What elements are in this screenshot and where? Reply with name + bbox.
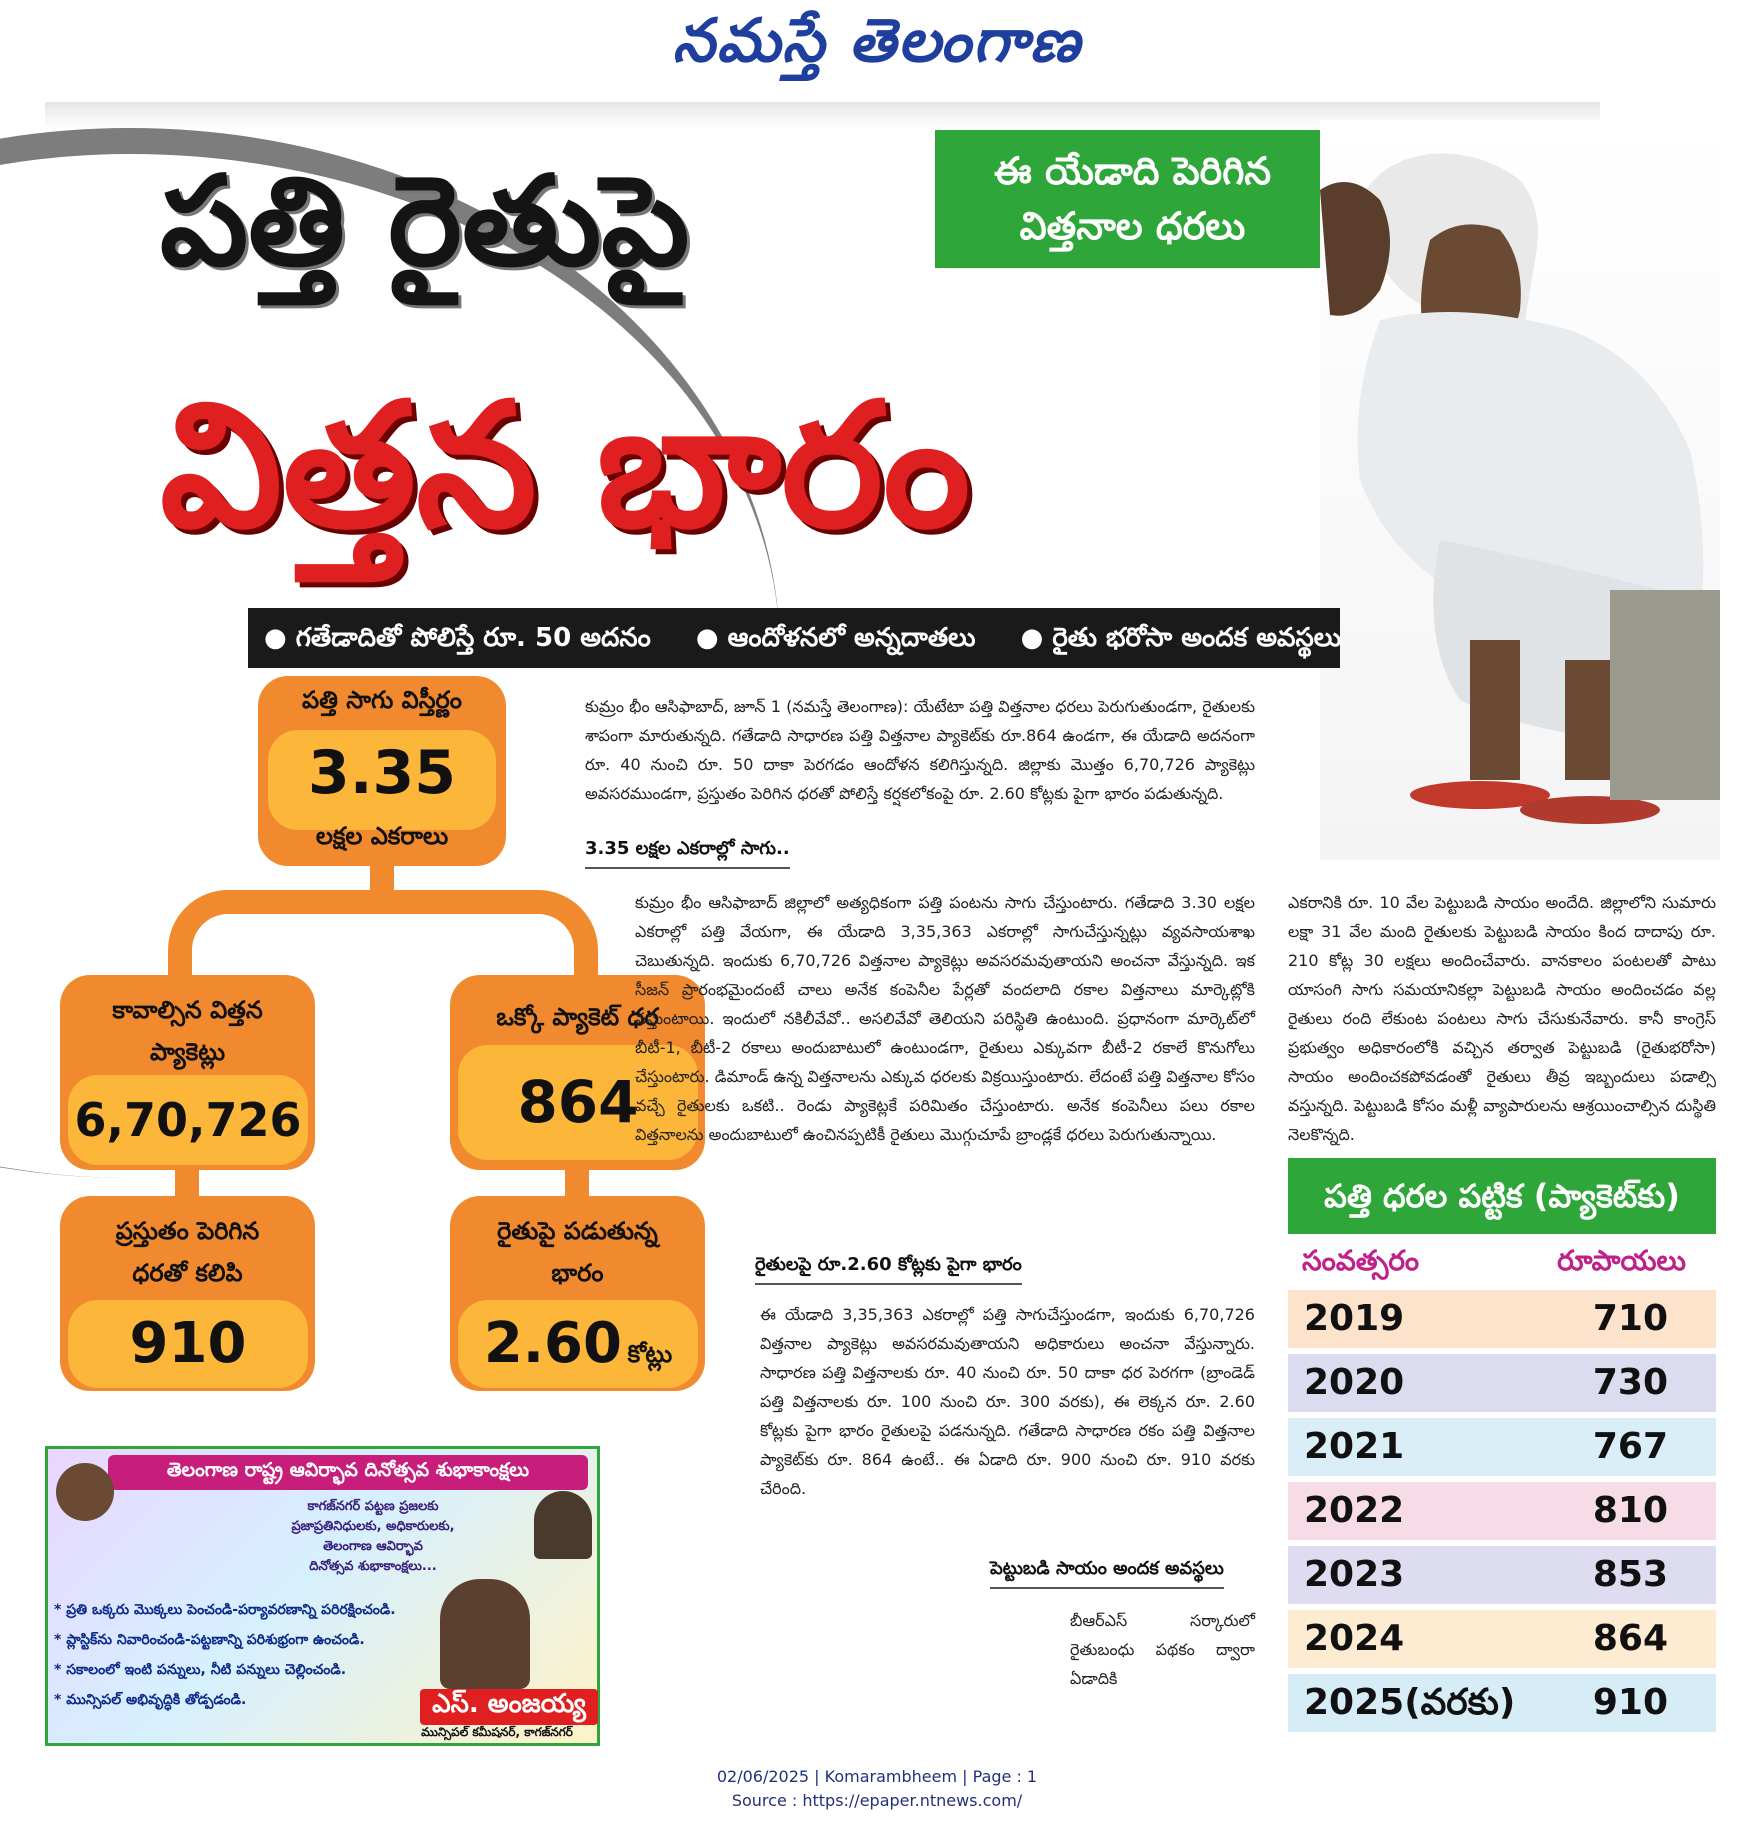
price-table-price: 730 (1592, 1362, 1668, 1403)
farmer-photo (1320, 120, 1720, 860)
price-table-row (1288, 1354, 1716, 1412)
price-table-year: 2023 (1304, 1554, 1405, 1595)
connector-left-stem (175, 1168, 199, 1196)
ad-point: * ప్లాస్టిక్‌ను నివారించండి-పట్టణాన్ని పరిశుభ్రంగా ఉంచండి. (54, 1632, 365, 1648)
article-subhead-3: పెట్టుబడి సాయం అందక అవస్థలు (990, 1558, 1224, 1589)
price-table-row (1288, 1674, 1716, 1732)
ad-greeting (238, 1497, 508, 1577)
price-table-col-year: సంవత్సరం (1302, 1244, 1420, 1277)
info-right-bottom-value: 2.60 (483, 1311, 622, 1376)
price-table-price: 767 (1592, 1426, 1668, 1467)
left-leg (1470, 640, 1520, 780)
price-table-price: 864 (1592, 1618, 1668, 1659)
ad-greeting-line: కాగజ్‌నగర్ పట్టణ ప్రజలకు (307, 1499, 439, 1514)
ad-greeting-line: తెలంగాణ ఆవిర్భావ (323, 1539, 423, 1554)
headline-line-1: పత్తి రైతుపై (160, 150, 690, 294)
info-left-bottom-value: 910 (129, 1311, 247, 1376)
article-subhead-2: రైతులపై రూ.2.60 కోట్లకు పైగా భారం (755, 1254, 1022, 1285)
price-table-row (1288, 1482, 1716, 1540)
info-right-bottom-label: రైతుపై పడుతున్న భారం (497, 1217, 658, 1287)
price-table-row (1288, 1290, 1716, 1348)
masthead: నమస్తే తెలంగాణ (672, 6, 1082, 76)
price-table-header (1288, 1234, 1716, 1290)
bullet-1: ● గతేడాదితో పోలిస్తే రూ. 50 అదనం (264, 623, 651, 653)
ad-designation: మున్సిపల్ కమీషనర్, కాగజ్‌నగర్ (421, 1725, 573, 1739)
price-table-price: 910 (1592, 1682, 1668, 1723)
ad-point: * సకాలంలో ఇంటి పన్నులు, నీటి పన్నులు చెల్లించండి. (54, 1662, 347, 1678)
ad-title: తెలంగాణ రాష్ట్ర ఆవిర్భావ దినోత్సవ శుభాకాంక్షలు (108, 1455, 588, 1490)
footer (0, 1765, 1754, 1813)
ad-main-photo (440, 1579, 530, 1689)
price-table-title: పత్తి ధరల పట్టిక (ప్యాకెట్‌కు) (1288, 1158, 1716, 1234)
ad-greeting-line: ప్రజాప్రతినిధులకు, అధికారులకు, (291, 1519, 455, 1534)
connector-right-stem (565, 1168, 589, 1196)
price-table-year: 2022 (1304, 1490, 1405, 1531)
headline-line-2: విత్తన భారం (160, 365, 971, 566)
price-table-year: 2020 (1304, 1362, 1405, 1403)
article-para-4: బీఆర్ఎస్ సర్కారులో రైతుబంధు పథకం ద్వారా ఏడాదికి (1070, 1611, 1255, 1688)
bullet-bar (248, 608, 1340, 668)
ad-name: ఎస్. అంజయ్య (420, 1689, 598, 1725)
stone-seat (1610, 590, 1720, 800)
ad-point: * ప్రతి ఒక్కరు మొక్కలు పెంచండి-పర్యావరణాన్ని పరిరక్షించండి. (54, 1602, 396, 1618)
article-para-5: ఎకరానికి రూ. 10 వేల పెట్టుబడి సాయం అందేది. జిల్లాలోని సుమారు లక్షా 31 వేల మంది రైతులకు పెట్టుబడి సాయం కింద దాదాపు రూ. 210 కోట్ల 30 లక్షలు అందించేవారు. వానకాలం పంటలతో పాటు యాసంగి సాగు సమయానికల్లా పెట్టుబడి సాయం అందించడం వల్ల రైతులు రంది లేకుంట పంటలు సాగు చేసుకునేవారు. కానీ కాంగ్రెస్ ప్రభుత్వం అధికారంలోకి వచ్చిన తర్వాత పెట్టుబడి (రైతుభరోసా) సాయం అందించకపోవడంతో రైతులు తీవ్ర ఇబ్బందులు పడాల్సి వస్తున్నది. పెట్టుబడి కోసం మళ్లీ వ్యాపారులను ఆశ్రయించాల్సిన దుస్థితి నెలకొన్నది. (1288, 893, 1716, 1144)
article-para-3: ఈ యేడాది 3,35,363 ఎకరాల్లో పత్తి సాగుచేస్తుండగా, ఇందుకు 6,70,726 విత్తనాల ప్యాకెట్లు అవసరమవుతాయని అధికారులు అంచనా వేస్తున్నారు. సాధారణ పత్తి విత్తనాలకు రూ. 40 నుంచి రూ. 50 దాకా ధర పెరగగా (బ్రాండెడ్ పత్తి విత్తనాలకు రూ. 100 నుంచి రూ. 300 వరకు), ఈ లెక్కన రూ. 2.60 కోట్లకు పైగా భారం రైతులపై పడనున్నది. గతేడాది సాధారణ రకం పత్తి విత్తనాల ప్యాకెట్‌కు రూ. 864 ఉంటే.. ఈ ఏడాది రూ. 900 నుంచి రూ. 910 వరకు చేరింది. (760, 1305, 1255, 1498)
green-callout-line-2: విత్తనాల ధరలు (1019, 204, 1246, 248)
info-left-bottom-value-box (68, 1300, 308, 1388)
info-left-top-value-box (68, 1075, 308, 1165)
ad-photo-right (534, 1491, 592, 1559)
price-table-year: 2019 (1304, 1298, 1405, 1339)
price-table-price: 710 (1592, 1298, 1668, 1339)
ad-point: * మున్సిపల్ అభివృద్ధికి తోడ్పడండి. (54, 1692, 247, 1708)
right-slipper (1520, 796, 1660, 824)
info-left-top-label: కావాల్సిన విత్తన ప్యాకెట్లు (112, 996, 263, 1066)
price-table-row (1288, 1418, 1716, 1476)
ad-greeting-line: దినోత్సవ శుభాకాంక్షలు... (309, 1559, 437, 1574)
footer-line-1: 02/06/2025 | Komarambheem | Page : 1 (716, 1767, 1038, 1786)
info-top-value-box (268, 730, 496, 830)
price-table-year: 2021 (1304, 1426, 1405, 1467)
article-para-2: కుమ్రం భీం ఆసిఫాబాద్ జిల్లాలో అత్యధికంగా పత్తి పంటను సాగు చేస్తుంటారు. గతేడాది 3.30 లక్షల ఎకరాల్లో పత్తి వేయగా, ఈ యేడాది 3,35,363 ఎకరాల్లో సాగుచేస్తున్నట్లు వ్యవసాయశాఖ చెబుతున్నది. ఇందుకు 6,70,726 విత్తనాల ప్యాకెట్లు అవసరమవుతాయని అంచనా వేస్తున్నది. ఇక సీజన్ ప్రారంభమైందంటే చాలు అనేక కంపెనీల పేర్లతో వందలాది రకాల విత్తనాలు మార్కెట్లోకి వస్తుంటాయి. ఇందులో నకిలీవేవో.. అసలివేవో తెలియని పరిస్థితి ఉంటుంది. ప్రధానంగా మార్కెట్‌లో బీటీ-1, బీటీ-2 రకాలు అందుబాటులో ఉంటుండగా, రైతులు ఎక్కువగా బీటీ-2 రకాలే కొనుగోలు చేస్తుంటారు. డిమాండ్ ఉన్న విత్తనాలను ఎక్కువ ధరలకు విక్రయిస్తుంటారు. లేదంటే పత్తి విత్తనాల కోసం వచ్చే రైతులకు ఒకటి.. రెండు ప్యాకెట్లకే పరిమితం చేస్తుంటారు. అనేక కంపెనీలు పలు రకాల విత్తనాలను అందుబాటులో ఉంచినప్పటికీ రైతులు మొగ్గుచూపే బ్రాండ్లకే ధరలు పెరుగుతున్నాయి. (635, 893, 1255, 1144)
info-top-label: పత్తి సాగు విస్తీర్ణం (302, 686, 462, 714)
right-leg (1565, 660, 1615, 780)
info-right-top-value: 864 (517, 1068, 639, 1136)
price-table-row (1288, 1546, 1716, 1604)
advertisement (45, 1446, 600, 1746)
info-right-bottom-value-box (458, 1300, 698, 1388)
info-right-bottom-unit: కోట్లు (627, 1340, 673, 1368)
green-callout-line-1: ఈ యేడాది పెరిగిన (993, 149, 1272, 193)
price-table-row (1288, 1610, 1716, 1668)
info-right-top-label: ఒక్కో ప్యాకెట్ ధర (496, 1003, 659, 1031)
info-left-bottom-label: ప్రస్తుతం పెరిగిన ధరతో కలిపి (115, 1217, 260, 1287)
bullet-2: ● ఆందోళనలో అన్నదాతలు (695, 623, 976, 653)
price-table-price: 810 (1592, 1490, 1668, 1531)
ad-photo-left (56, 1463, 114, 1521)
info-left-top-value: 6,70,726 (74, 1093, 302, 1147)
ad-points (54, 1595, 414, 1715)
price-table-year: 2024 (1304, 1618, 1405, 1659)
price-table-year: 2025(వరకు) (1304, 1682, 1516, 1723)
green-callout-box (935, 130, 1330, 268)
article-subhead-1: 3.35 లక్షల ఎకరాల్లో సాగు.. (585, 838, 790, 869)
info-top-unit: లక్షల ఎకరాలు (315, 822, 449, 850)
footer-line-2: Source : https://epaper.ntnews.com/ (731, 1791, 1023, 1810)
article-lead: కుమ్రం భీం ఆసిఫాబాద్, జూన్ 1 (నమస్తే తెలంగాణ): యేటేటా పత్తి విత్తనాల ధరలు పెరుగుతుండగా, రైతులకు శాపంగా మారుతున్నది. గతేడాది సాధారణ పత్తి విత్తనాల ప్యాకెట్‌కు రూ.864 ఉండగా, ఈ యేడాది అదనంగా రూ. 40 నుంచి రూ. 50 దాకా పెరగడం ఆందోళన కలిగిస్తున్నది. జిల్లాకు మొత్తం 6,70,726 ప్యాకెట్లు అవసరముండగా, ప్రస్తుతం పెరిగిన ధరతో పోలిస్తే కర్షకలోకంపై రూ. 2.60 కోట్లకు పైగా భారం పడుతున్నది. (585, 697, 1255, 803)
price-table-price: 853 (1592, 1554, 1668, 1595)
price-table-col-price: రూపాయలు (1557, 1244, 1686, 1277)
info-top-value: 3.35 (307, 738, 457, 808)
bullet-3: ● రైతు భరోసా అందక అవస్థలు (1020, 623, 1342, 653)
